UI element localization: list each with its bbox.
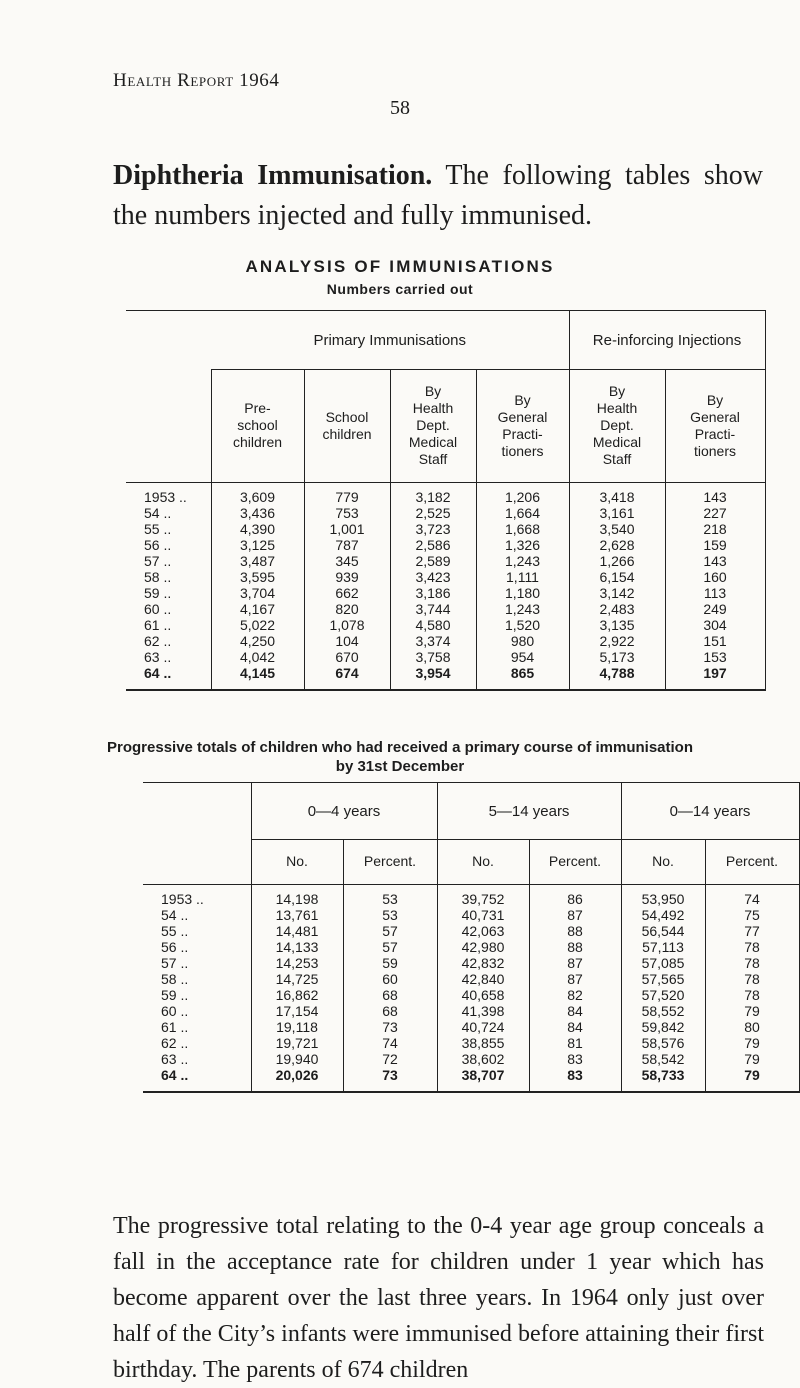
table2-group: 0—4 years	[251, 783, 437, 840]
table2-cell: 68	[343, 1003, 437, 1019]
table2-cell: 57	[343, 923, 437, 939]
table2-sub-percent: Percent.	[705, 840, 799, 885]
table1-cell: 113	[665, 585, 765, 601]
table1-title: ANALYSIS OF IMMUNISATIONS	[245, 257, 555, 276]
table1-cell: 662	[304, 585, 390, 601]
table1-cell: 3,423	[390, 569, 476, 585]
table1-cell: 2,589	[390, 553, 476, 569]
table1-cell: 249	[665, 601, 765, 617]
table2-group: 0—14 years	[621, 783, 799, 840]
table1-cell: 4,788	[569, 665, 665, 690]
table2-cell: 72	[343, 1051, 437, 1067]
table1-cell: 1,078	[304, 617, 390, 633]
table2-year: 61 ..	[161, 1018, 189, 1035]
table2-cell: 42,832	[437, 955, 529, 971]
table2-year: 55 ..	[161, 922, 189, 939]
table1-cell: 218	[665, 521, 765, 537]
table1-cell: 3,374	[390, 633, 476, 649]
table1-cell: 980	[476, 633, 569, 649]
table2-cell: 14,133	[251, 939, 343, 955]
table2-cell: 58,733	[621, 1067, 705, 1092]
table2-cell: 38,855	[437, 1035, 529, 1051]
table2-cell: 14,253	[251, 955, 343, 971]
table1-cell: 3,135	[569, 617, 665, 633]
table2-cell: 19,118	[251, 1019, 343, 1035]
table2-sub-percent: Percent.	[529, 840, 621, 885]
table2-cell: 38,707	[437, 1067, 529, 1092]
table1-subtitle: Numbers carried out	[326, 281, 474, 297]
table1-cell: 4,145	[211, 665, 304, 690]
table2-cell: 78	[705, 971, 799, 987]
table2-cell: 77	[705, 923, 799, 939]
table2-sub-no: No.	[437, 840, 529, 885]
table1-cell: 4,580	[390, 617, 476, 633]
table2-cell: 74	[343, 1035, 437, 1051]
table2-cell: 78	[705, 987, 799, 1003]
table2-cell: 58,576	[621, 1035, 705, 1051]
table1-cell: 1,243	[476, 553, 569, 569]
table2-cell: 57,113	[621, 939, 705, 955]
table1-cell: 820	[304, 601, 390, 617]
table1-cell: 304	[665, 617, 765, 633]
intro-paragraph	[113, 156, 763, 236]
intro-text: The following tables show the numbers injected and fully immunised.	[113, 160, 764, 231]
table1-cell: 4,042	[211, 649, 304, 665]
table2-cell: 20,026	[251, 1067, 343, 1092]
table1-year: 58 ..	[144, 568, 172, 585]
table1-cell: 3,704	[211, 585, 304, 601]
table2-cell: 60	[343, 971, 437, 987]
table1-cell: 2,628	[569, 537, 665, 553]
table1-row	[126, 553, 765, 569]
table1-row	[126, 665, 765, 690]
table1-cell: 1,001	[304, 521, 390, 537]
table1-cell: 954	[476, 649, 569, 665]
table2-cell: 88	[529, 939, 621, 955]
table1-cell: 3,744	[390, 601, 476, 617]
table1-cell: 104	[304, 633, 390, 649]
table1-year: 56 ..	[144, 536, 172, 553]
table2-cell: 87	[529, 955, 621, 971]
table2-year: 60 ..	[161, 1002, 189, 1019]
table2-cell: 75	[705, 907, 799, 923]
table2-cell: 56,544	[621, 923, 705, 939]
table1-cell: 1,180	[476, 585, 569, 601]
table1-row	[126, 521, 765, 537]
table2-row	[143, 971, 799, 987]
table2-cell: 81	[529, 1035, 621, 1051]
table1-cell: 753	[304, 505, 390, 521]
closing-paragraph: The progressive total relating to the 0-4 year age group conceals a fall in the acceptance rate for children under 1 year which has become apparent over the last three years. In 1964 only just over half of the City’s infants were immunised before attaining their first birthday. The parents of 674 children	[113, 1213, 764, 1383]
table1-row	[126, 585, 765, 601]
table1-cell: 3,540	[569, 521, 665, 537]
table1-row	[126, 649, 765, 665]
table2-cell: 41,398	[437, 1003, 529, 1019]
table1-cell: 1,243	[476, 601, 569, 617]
table2-cell: 40,731	[437, 907, 529, 923]
table1-row	[126, 569, 765, 585]
table2-cell: 79	[705, 1003, 799, 1019]
table1-year: 59 ..	[144, 584, 172, 601]
table1-cell: 197	[665, 665, 765, 690]
table1-col-header: Pre- school children	[211, 370, 304, 483]
table2-row	[143, 884, 799, 907]
table2-cell: 80	[705, 1019, 799, 1035]
table2-row	[143, 907, 799, 923]
table1-group-reinforcing: Re-inforcing Injections	[569, 311, 765, 370]
table1-cell: 4,167	[211, 601, 304, 617]
table1-cell: 787	[304, 537, 390, 553]
table1-row	[126, 601, 765, 617]
table1-col-header: School children	[304, 370, 390, 483]
table2-cell: 78	[705, 939, 799, 955]
table2-year: 59 ..	[161, 986, 189, 1003]
table1-row	[126, 617, 765, 633]
progressive-totals-table	[143, 782, 800, 1093]
table1-year: 60 ..	[144, 600, 172, 617]
table2-cell: 82	[529, 987, 621, 1003]
table2-cell: 78	[705, 955, 799, 971]
table2-cell: 57	[343, 939, 437, 955]
table1-cell: 3,436	[211, 505, 304, 521]
table2-cell: 79	[705, 1067, 799, 1092]
table2-year: 56 ..	[161, 938, 189, 955]
table2-year: 64 ..	[143, 1067, 251, 1092]
table1-row	[126, 482, 765, 505]
table1-cell: 5,022	[211, 617, 304, 633]
table1-year: 57 ..	[144, 552, 172, 569]
table2-title	[0, 738, 800, 776]
table2-cell: 84	[529, 1019, 621, 1035]
table2-cell: 73	[343, 1067, 437, 1092]
table1-year: 63 ..	[144, 648, 172, 665]
table1-cell: 3,595	[211, 569, 304, 585]
table2-row	[143, 987, 799, 1003]
table1-cell: 143	[665, 553, 765, 569]
table1-year: 62 ..	[144, 632, 172, 649]
table1-cell: 4,250	[211, 633, 304, 649]
table1-cell: 1,111	[476, 569, 569, 585]
table2-cell: 79	[705, 1051, 799, 1067]
table2-cell: 42,840	[437, 971, 529, 987]
table2-cell: 54,492	[621, 907, 705, 923]
table2-cell: 57,565	[621, 971, 705, 987]
table1-cell: 2,922	[569, 633, 665, 649]
table2-cell: 86	[529, 884, 621, 907]
table1-row	[126, 633, 765, 649]
table2-cell: 58,552	[621, 1003, 705, 1019]
table2-row	[143, 1019, 799, 1035]
table1-cell: 670	[304, 649, 390, 665]
table1-cell: 779	[304, 482, 390, 505]
table2-cell: 42,063	[437, 923, 529, 939]
table2-cell: 87	[529, 971, 621, 987]
table1-year: 64 ..	[126, 665, 211, 690]
table2-year: 62 ..	[161, 1034, 189, 1051]
table1-cell: 159	[665, 537, 765, 553]
table1-cell: 227	[665, 505, 765, 521]
table1-cell: 1,266	[569, 553, 665, 569]
table1-col-header: By General Practi- tioners	[476, 370, 569, 483]
table1-year: 61 ..	[144, 616, 172, 633]
table2-row	[143, 1035, 799, 1051]
table2-cell: 88	[529, 923, 621, 939]
table2-cell: 39,752	[437, 884, 529, 907]
table2-year: 58 ..	[161, 970, 189, 987]
table2-cell: 73	[343, 1019, 437, 1035]
table1-cell: 1,664	[476, 505, 569, 521]
table2-cell: 53	[343, 907, 437, 923]
table1-year: 1953 ..	[144, 488, 187, 505]
table1-cell: 345	[304, 553, 390, 569]
immunisations-table	[126, 310, 766, 691]
table1-row	[126, 505, 765, 521]
table2-cell: 14,198	[251, 884, 343, 907]
table2-row	[143, 1003, 799, 1019]
table1-col-header: By General Practi- tioners	[665, 370, 765, 483]
table2-year: 54 ..	[161, 906, 189, 923]
table2-cell: 68	[343, 987, 437, 1003]
table1-cell: 1,326	[476, 537, 569, 553]
table1-year: 55 ..	[144, 520, 172, 537]
table2-year: 63 ..	[161, 1050, 189, 1067]
table1-cell: 2,586	[390, 537, 476, 553]
table1-col-header: By Health Dept. Medical Staff	[569, 370, 665, 483]
table1-year: 54 ..	[144, 504, 172, 521]
table1-cell: 3,487	[211, 553, 304, 569]
table1-cell: 3,142	[569, 585, 665, 601]
table1-cell: 151	[665, 633, 765, 649]
table1-cell: 3,182	[390, 482, 476, 505]
table1-cell: 153	[665, 649, 765, 665]
table1-cell: 3,758	[390, 649, 476, 665]
table1-cell: 865	[476, 665, 569, 690]
table2-row	[143, 923, 799, 939]
table1-cell: 2,525	[390, 505, 476, 521]
table1-cell: 5,173	[569, 649, 665, 665]
table2-cell: 83	[529, 1051, 621, 1067]
table2-cell: 58,542	[621, 1051, 705, 1067]
table2-cell: 87	[529, 907, 621, 923]
table2-cell: 14,481	[251, 923, 343, 939]
table2-cell: 59,842	[621, 1019, 705, 1035]
table2-cell: 59	[343, 955, 437, 971]
table1-cell: 4,390	[211, 521, 304, 537]
table1-cell: 3,609	[211, 482, 304, 505]
table2-year: 1953 ..	[161, 890, 204, 907]
table2-row	[143, 939, 799, 955]
table1-group-primary: Primary Immunisations	[211, 311, 569, 370]
table2-cell: 53	[343, 884, 437, 907]
table1-cell: 160	[665, 569, 765, 585]
table1-cell: 3,954	[390, 665, 476, 690]
table2-row	[143, 1067, 799, 1092]
table2-cell: 84	[529, 1003, 621, 1019]
table1-cell: 939	[304, 569, 390, 585]
table1-cell: 3,723	[390, 521, 476, 537]
table2-sub-no: No.	[251, 840, 343, 885]
table2-cell: 19,721	[251, 1035, 343, 1051]
table1-cell: 3,161	[569, 505, 665, 521]
table2-group: 5—14 years	[437, 783, 621, 840]
page-number: 58	[390, 97, 410, 119]
table1-col-header: By Health Dept. Medical Staff	[390, 370, 476, 483]
table1-cell: 1,668	[476, 521, 569, 537]
table2-title-line2: by 31st December	[335, 758, 465, 775]
table2-row	[143, 1051, 799, 1067]
table2-cell: 19,940	[251, 1051, 343, 1067]
table2-cell: 16,862	[251, 987, 343, 1003]
table1-cell: 1,206	[476, 482, 569, 505]
table2-row	[143, 955, 799, 971]
table2-title-line1: Progressive totals of children who had received a primary course of immunisation	[107, 739, 693, 756]
table1-cell: 674	[304, 665, 390, 690]
table2-cell: 57,520	[621, 987, 705, 1003]
table2-cell: 83	[529, 1067, 621, 1092]
table2-cell: 57,085	[621, 955, 705, 971]
running-head: Health Report 1964	[113, 70, 280, 91]
table2-cell: 17,154	[251, 1003, 343, 1019]
table1-cell: 3,186	[390, 585, 476, 601]
table2-cell: 40,658	[437, 987, 529, 1003]
table1-cell: 2,483	[569, 601, 665, 617]
table1-cell: 143	[665, 482, 765, 505]
table2-cell: 53,950	[621, 884, 705, 907]
table2-cell: 13,761	[251, 907, 343, 923]
table2-year: 57 ..	[161, 954, 189, 971]
table2-cell: 79	[705, 1035, 799, 1051]
section-heading: Diphtheria Immunisation.	[113, 160, 433, 191]
table2-sub-no: No.	[621, 840, 705, 885]
table1-cell: 1,520	[476, 617, 569, 633]
table1-cell: 3,125	[211, 537, 304, 553]
table1-corner	[126, 311, 211, 370]
table2-cell: 14,725	[251, 971, 343, 987]
table2-cell: 38,602	[437, 1051, 529, 1067]
table1-row	[126, 537, 765, 553]
table2-sub-percent: Percent.	[343, 840, 437, 885]
table2-cell: 40,724	[437, 1019, 529, 1035]
table2-cell: 42,980	[437, 939, 529, 955]
table1-cell: 3,418	[569, 482, 665, 505]
table2-cell: 74	[705, 884, 799, 907]
table1-cell: 6,154	[569, 569, 665, 585]
